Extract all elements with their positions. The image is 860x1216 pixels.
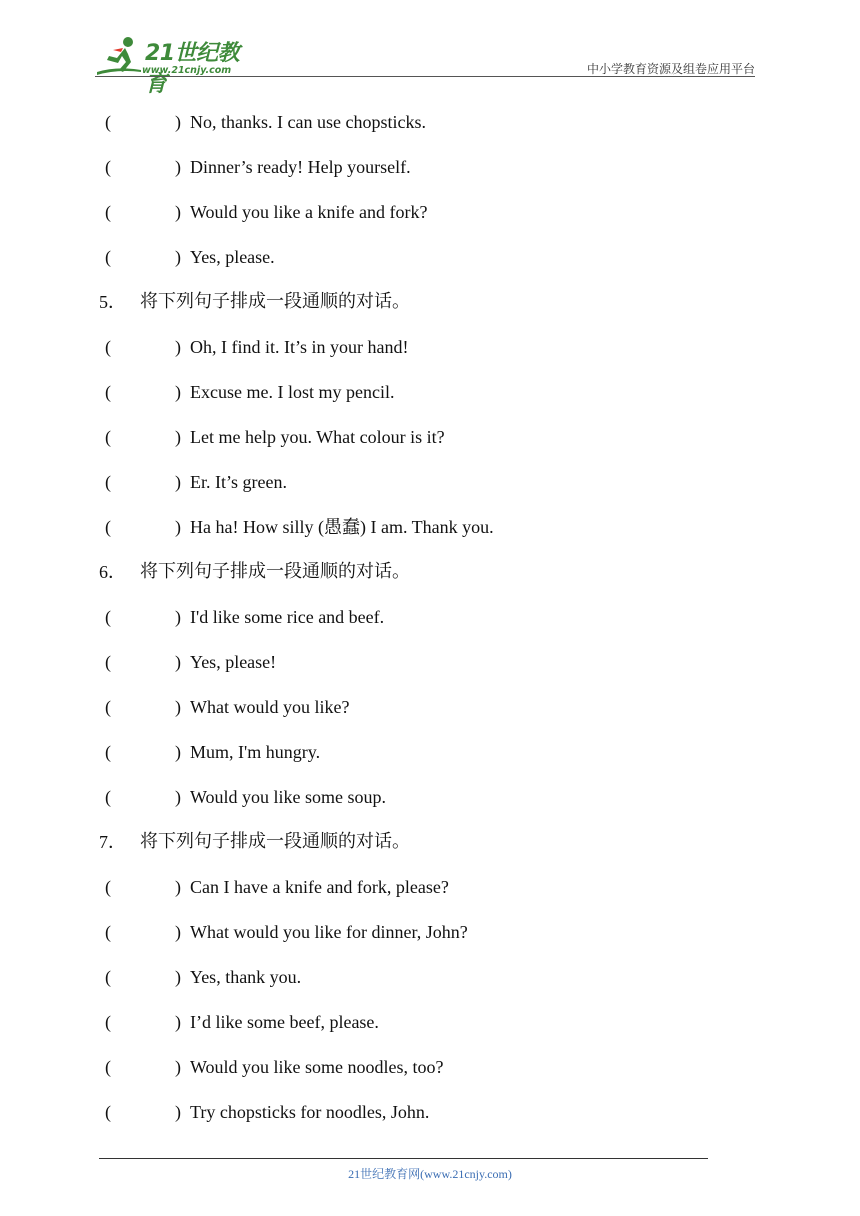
runner-logo-icon	[95, 34, 145, 78]
header-divider	[95, 76, 755, 77]
answer-paren-open: (	[105, 967, 111, 987]
dialogue-text: Yes, thank you.	[190, 967, 302, 987]
answer-paren-close: )	[175, 877, 181, 897]
question-number: 5．	[99, 292, 126, 312]
answer-paren-close: )	[175, 1012, 181, 1032]
header-platform-text: 中小学教育资源及组卷应用平台	[586, 62, 755, 76]
answer-paren-close: )	[175, 967, 181, 987]
dialogue-text: Would you like some soup.	[190, 787, 387, 807]
answer-paren-close: )	[175, 922, 181, 942]
answer-paren-open: (	[105, 472, 111, 492]
dialogue-text: Mum, I'm hungry.	[190, 742, 321, 762]
question-instruction: 将下列句子排成一段通顺的对话。	[140, 561, 410, 582]
dialogue-text: Oh, I find it. It’s in your hand!	[190, 337, 409, 357]
answer-paren-open: (	[105, 247, 111, 267]
dialogue-text: Er. It’s green.	[190, 472, 287, 492]
answer-paren-open: (	[105, 157, 111, 177]
answer-paren-open: (	[105, 1012, 111, 1032]
dialogue-text: Can I have a knife and fork, please?	[190, 877, 449, 897]
question-number: 7．	[99, 832, 126, 852]
answer-paren-close: )	[175, 1057, 181, 1077]
answer-paren-open: (	[105, 202, 111, 222]
answer-paren-open: (	[105, 607, 111, 627]
answer-paren-open: (	[105, 337, 111, 357]
logo-text: 21世纪教育	[145, 41, 240, 97]
answer-paren-close: )	[175, 607, 181, 627]
answer-paren-open: (	[105, 112, 111, 132]
answer-paren-close: )	[175, 382, 181, 402]
dialogue-text: No, thanks. I can use chopsticks.	[190, 112, 426, 132]
answer-paren-close: )	[175, 652, 181, 672]
question-instruction: 将下列句子排成一段通顺的对话。	[140, 291, 410, 312]
logo	[95, 34, 260, 97]
answer-paren-close: )	[175, 1102, 181, 1122]
dialogue-text: What would you like for dinner, John?	[190, 922, 468, 942]
question-number: 6．	[99, 562, 126, 582]
answer-paren-open: (	[105, 787, 111, 807]
answer-paren-close: )	[175, 157, 181, 177]
answer-paren-close: )	[175, 742, 181, 762]
answer-paren-open: (	[105, 382, 111, 402]
dialogue-text: I'd like some rice and beef.	[190, 607, 385, 627]
dialogue-text: I’d like some beef, please.	[190, 1012, 379, 1032]
answer-paren-open: (	[105, 652, 111, 672]
dialogue-text: Would you like some noodles, too?	[190, 1057, 444, 1077]
dialogue-text: Dinner’s ready! Help yourself.	[190, 157, 411, 177]
answer-paren-open: (	[105, 1057, 111, 1077]
answer-paren-open: (	[105, 922, 111, 942]
footer-divider	[99, 1158, 708, 1159]
answer-paren-close: )	[175, 427, 181, 447]
page-header	[95, 32, 755, 97]
logo-url: www.21cnjy.com	[142, 65, 232, 76]
answer-paren-open: (	[105, 427, 111, 447]
dialogue-text: Would you like a knife and fork?	[190, 202, 428, 222]
dialogue-text: Excuse me. I lost my pencil.	[190, 382, 395, 402]
answer-paren-open: (	[105, 877, 111, 897]
answer-paren-close: )	[175, 697, 181, 717]
answer-paren-close: )	[175, 787, 181, 807]
dialogue-text: Try chopsticks for noodles, John.	[190, 1102, 430, 1122]
answer-paren-close: )	[175, 337, 181, 357]
dialogue-text: Yes, please.	[190, 247, 275, 267]
answer-paren-close: )	[175, 112, 181, 132]
answer-paren-open: (	[105, 517, 111, 537]
answer-paren-close: )	[175, 517, 181, 537]
answer-paren-close: )	[175, 472, 181, 492]
question-instruction: 将下列句子排成一段通顺的对话。	[140, 831, 410, 852]
footer-text: 21世纪教育网(www.21cnjy.com)	[348, 1167, 512, 1181]
dialogue-text: Let me help you. What colour is it?	[190, 427, 445, 447]
dialogue-text: Yes, please!	[190, 652, 277, 672]
answer-paren-close: )	[175, 202, 181, 222]
dialogue-text: Ha ha! How silly (愚蠢) I am. Thank you.	[190, 517, 494, 537]
answer-paren-open: (	[105, 697, 111, 717]
answer-paren-open: (	[105, 1102, 111, 1122]
answer-paren-close: )	[175, 247, 181, 267]
dialogue-text: What would you like?	[190, 697, 350, 717]
answer-paren-open: (	[105, 742, 111, 762]
